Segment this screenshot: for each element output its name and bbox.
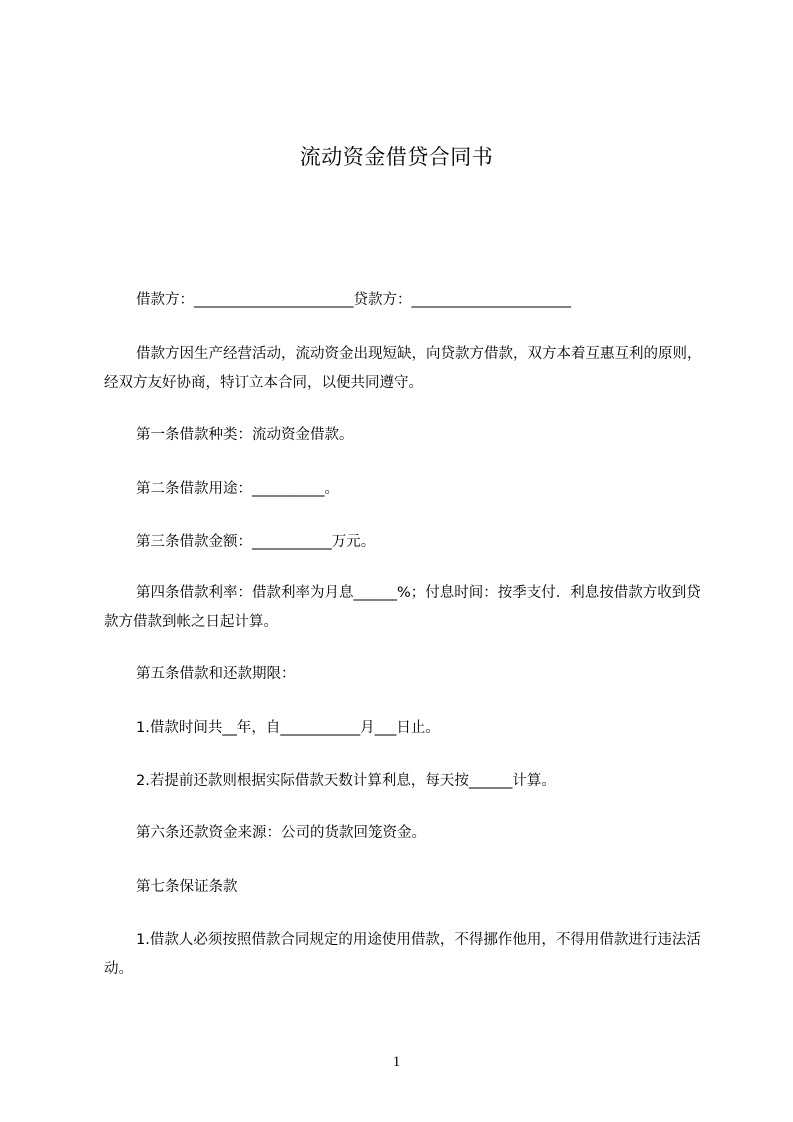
clause-7: 第七条保证条款: [136, 879, 238, 895]
clause-5-item-2: 2.若提前还款则根据实际借款天数计算利息，每天按______计算。: [136, 773, 556, 789]
clause-1: 第一条借款种类：流动资金借款。: [136, 427, 354, 443]
parties-line: 借款方：______________________贷款方：______________________: [136, 292, 571, 308]
preamble-paragraph: 借款方因生产经营活动，流动资金出现短缺，向贷款方借款，双方本着互惠互利的原则，经双方友好协商，特订立本合同，以便共同遵守。: [104, 346, 702, 391]
clause-4: 第四条借款利率：借款利率为月息______%；付息时间：按季支付．利息按借款方收到贷款方借款到帐之日起计算。: [104, 585, 701, 630]
clause-2: 第二条借款用途：__________。: [136, 481, 339, 497]
clause-3: 第三条借款金额：___________万元。: [136, 534, 376, 550]
clause-6: 第六条还款资金来源：公司的货款回笼资金。: [136, 825, 426, 841]
document-title: 流动资金借贷合同书: [299, 145, 494, 169]
clause-5: 第五条借款和还款期限：: [136, 666, 296, 682]
page-number: 1: [392, 1054, 401, 1070]
clause-7-item-1: 1.借款人必须按照借款合同规定的用途使用借款，不得挪作他用，不得用借款进行违法活动。: [104, 932, 701, 977]
clause-5-item-1: 1.借款时间共__年，自___________月___日止。: [136, 720, 440, 736]
